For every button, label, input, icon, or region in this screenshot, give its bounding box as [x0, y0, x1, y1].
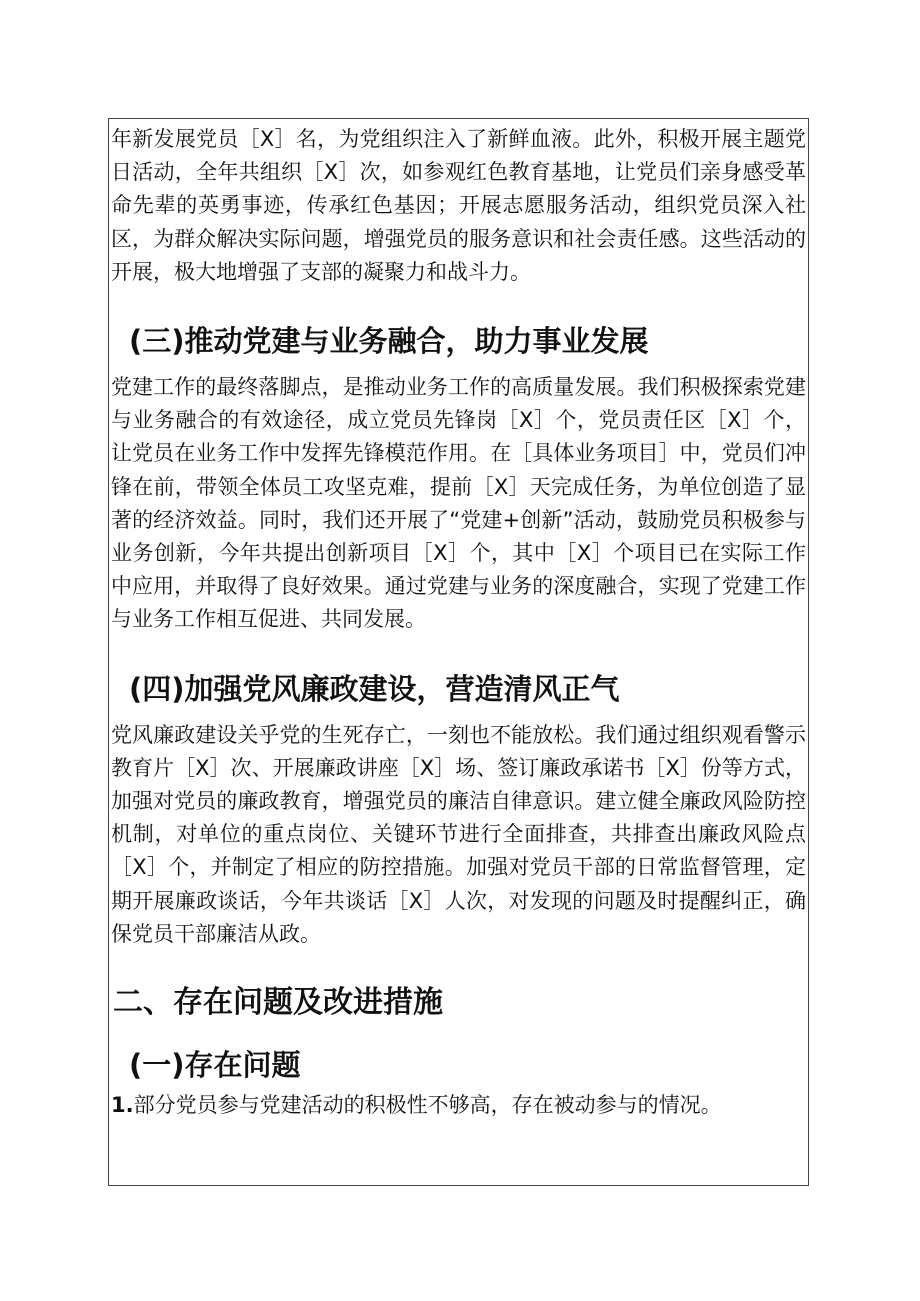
part2-heading: 二、存在问题及改进措施 — [113, 985, 443, 1021]
intro-paragraph: 年新发展党员［X］名，为党组织注入了新鲜血液。此外，积极开展主题党日活动，全年共组织［X］次，如参观红色教育基地，让党员们亲身感受革命先辈的英勇事迹，传承红色基因；开展志愿服务活动，组织党员深入社区，为群众解决实际问题，增强党员的服务意识和社会责任感。这些活动的开展，极大地增强了支部的凝聚力和战斗力。 — [111, 127, 806, 284]
problem-item-1-number: 1. — [111, 1093, 134, 1118]
problem-item-1 — [111, 1089, 808, 1122]
section3-body: 党建工作的最终落脚点，是推动业务工作的高质量发展。我们积极探索党建与业务融合的有效途径，成立党员先锋岗［X］个，党员责任区［X］个，让党员在业务工作中发挥先锋模范作用。在［具体业务项目］中，党员们冲锋在前，带领全体员工攻坚克难，提前［X］天完成任务，为单位创造了显著的经济效益。同时，我们还开展了“党建+创新”活动，鼓励党员积极参与业务创新，今年共提出创新项目［X］个，其中［X］个项目已在实际工作中应用，并取得了良好效果。通过党建与业务的深度融合，实现了党建工作与业务工作相互促进、共同发展。 — [111, 375, 806, 632]
problem-item-1-text: 部分党员参与党建活动的积极性不够高，存在被动参与的情况。 — [133, 1093, 722, 1118]
section3-heading: (三)推动党建与业务融合，助力事业发展 — [129, 324, 649, 359]
document-frame — [108, 118, 809, 1186]
document-content — [111, 123, 808, 1122]
section4-heading: (四)加强党风廉政建设，营造清风正气 — [129, 671, 620, 706]
part2-sub1-heading: (一)存在问题 — [129, 1048, 301, 1083]
section4-body: 党风廉政建设关乎党的生死存亡，一刻也不能放松。我们通过组织观看警示教育片［X］次、开展廉政讲座［X］场、签订廉政承诺书［X］份等方式，加强对党员的廉政教育，增强党员的廉洁自律意识。建立健全廉政风险防控机制，对单位的重点岗位、关键环节进行全面排查，共排查出廉政风险点［X］个，并制定了相应的防控措施。加强对党员干部的日常监督管理，定期开展廉政谈话，今年共谈话［X］人次，对发现的问题及时提醒纠正，确保党员干部廉洁从政。 — [111, 722, 806, 946]
